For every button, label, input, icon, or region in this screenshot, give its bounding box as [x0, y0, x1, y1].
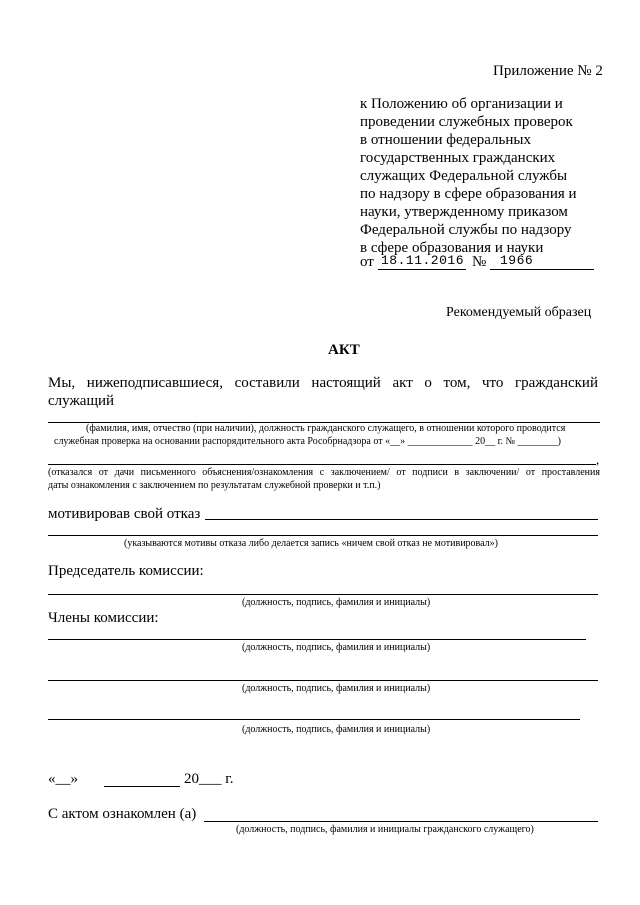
chairman-signature-line[interactable] [48, 594, 598, 595]
order-date-prefix: от [360, 254, 374, 270]
hint-employee-1: (фамилия, имя, отчество (при наличии), должность гражданского служащего, в отношении которого проводится [86, 423, 566, 434]
hint-member-signature: (должность, подпись, фамилия и инициалы) [242, 724, 431, 735]
appendix-line: в сфере образования и науки [360, 240, 544, 256]
hint-refusal-2: даты ознакомления с заключением по результатам служебной проверки и т.п.) [48, 480, 381, 491]
appendix-line: государственных гражданских [360, 150, 556, 166]
order-number: 1966 [500, 253, 534, 268]
member-signature-line-2[interactable] [48, 680, 598, 681]
motive-field-line-2[interactable] [48, 535, 598, 536]
hint-refusal-1: (отказался от дачи письменного объяснения/ознакомления с заключением/ от подписи в заключении/ от проставления [48, 467, 600, 478]
appendix-line: по надзору в сфере образования и [360, 186, 577, 202]
appendix-line: служащих Федеральной службы [360, 168, 568, 184]
appendix-line: проведении служебных проверок [360, 114, 573, 130]
sample-label: Рекомендуемый образец [446, 305, 592, 320]
appendix-line: в отношении федеральных [360, 132, 531, 148]
date-month-line[interactable] [104, 786, 180, 787]
acquainted-label: С актом ознакомлен (а) [48, 806, 197, 822]
date-year: 20___ г. [184, 771, 234, 787]
motive-label: мотивировав свой отказ [48, 506, 201, 522]
hint-chairman-signature: (должность, подпись, фамилия и инициалы) [242, 597, 431, 608]
member-signature-line-1[interactable] [48, 639, 586, 640]
refusal-field-line[interactable] [48, 464, 596, 465]
order-number-prefix: № [472, 254, 487, 270]
order-number-underline [490, 269, 594, 270]
trailing-comma: , [596, 452, 600, 467]
appendix-line: к Положению об организации и [360, 96, 563, 112]
hint-member-signature: (должность, подпись, фамилия и инициалы) [242, 642, 431, 653]
motive-field-line[interactable] [205, 519, 598, 520]
hint-motive: (указываются мотивы отказа либо делается запись «ничем свой отказ не мотивировал») [124, 538, 498, 549]
appendix-line: Федеральной службы по надзору [360, 222, 572, 238]
document-heading: АКТ [328, 342, 360, 358]
order-date-underline [378, 269, 466, 270]
member-signature-line-3[interactable] [48, 719, 580, 720]
acquainted-signature-line[interactable] [204, 821, 598, 822]
members-label: Члены комиссии: [48, 610, 159, 626]
hint-member-signature: (должность, подпись, фамилия и инициалы) [242, 683, 431, 694]
intro-line-1: Мы, нижеподписавшиеся, составили настоящий акт о том, что гражданский [48, 375, 598, 391]
date-day: «__» [48, 771, 78, 787]
hint-acquainted: (должность, подпись, фамилия и инициалы гражданского служащего) [236, 824, 534, 835]
appendix-title: Приложение № 2 [493, 63, 603, 79]
chairman-label: Председатель комиссии: [48, 563, 204, 579]
intro-line-2: служащий [48, 393, 115, 409]
appendix-line: науки, утвержденному приказом [360, 204, 568, 220]
hint-employee-2: служебная проверка на основании распорядительного акта Рособрнадзора от «__» _____________ 20__ г. № ________) [54, 436, 561, 447]
order-date: 18.11.2016 [381, 253, 465, 268]
